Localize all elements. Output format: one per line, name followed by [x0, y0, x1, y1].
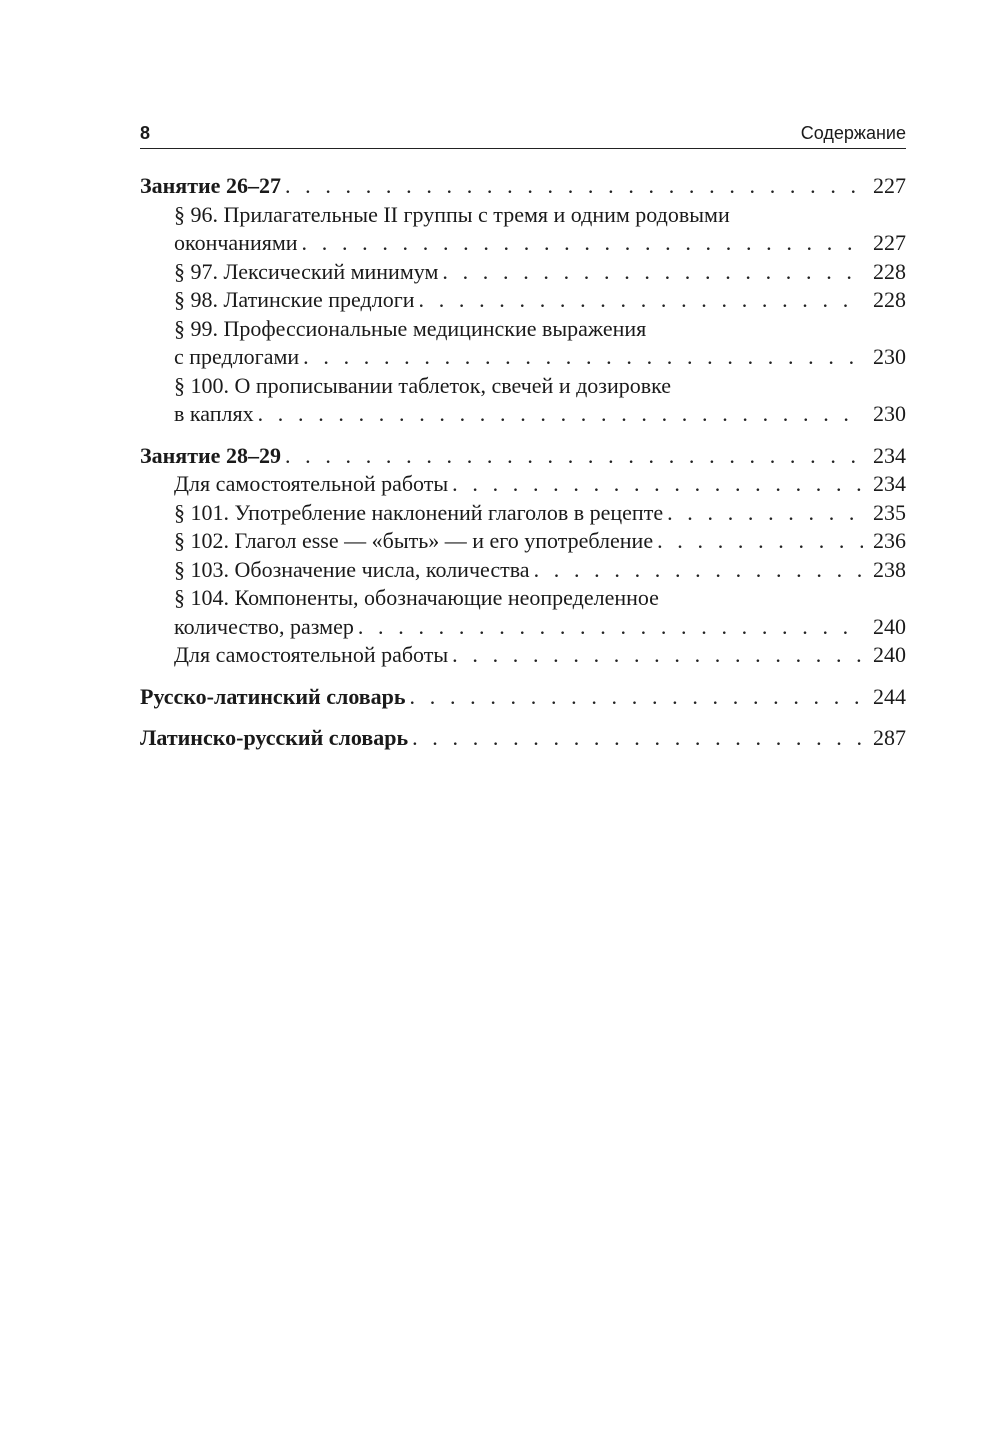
- toc-entry-title: § 97. Лексический минимум: [174, 258, 439, 284]
- toc-entry-title: Для самостоятельной работы: [174, 471, 449, 496]
- toc-section-entry: [140, 315, 906, 372]
- toc-page-number: 236: [873, 528, 906, 553]
- page-number: 8: [140, 123, 151, 143]
- toc-section-entry: [140, 527, 906, 556]
- toc-page-number: 235: [873, 499, 906, 525]
- toc-entry-title: § 103. Обозначение числа, количества: [174, 556, 530, 582]
- dot-leader: [448, 470, 863, 499]
- toc-entry-leader-line: [174, 613, 906, 642]
- toc-entry-leader-line: [174, 229, 906, 258]
- toc-entry-title: Латинско-русский словарь: [140, 725, 409, 750]
- toc-section-entry: [140, 499, 906, 528]
- toc-page-number: 234: [873, 471, 906, 496]
- toc-entry-title: § 98. Латинские предлоги: [174, 287, 415, 312]
- toc-entry-title: Русско-латинский словарь: [140, 683, 406, 709]
- toc-page-number: 230: [873, 344, 906, 369]
- toc-entry-leader-line: [140, 442, 906, 471]
- toc-chapter-entry: [140, 442, 906, 471]
- toc-entry-leader-line: [174, 470, 906, 499]
- toc-chapter-entry: [140, 683, 906, 712]
- dot-leader: [406, 683, 863, 712]
- toc-entry-leader-line: [174, 527, 906, 556]
- toc-entry-title-line: § 104. Компоненты, обозначающие неопределенное: [174, 585, 659, 610]
- dot-leader: [415, 286, 864, 315]
- dot-leader: [281, 442, 863, 471]
- toc-entry-title-line: § 100. О прописывании таблеток, свечей и дозировке: [174, 372, 672, 398]
- dot-leader: [281, 172, 863, 201]
- toc-section-entry: [140, 470, 906, 499]
- table-of-contents: [140, 172, 906, 753]
- toc-section-entry: [140, 201, 906, 258]
- toc-page-number: 230: [873, 401, 906, 426]
- toc-page-number: 287: [873, 725, 906, 750]
- toc-entry-leader-line: [174, 343, 906, 372]
- toc-entry-title-line: § 96. Прилагательные II группы с тремя и одним родовыми: [174, 201, 730, 227]
- toc-chapter-entry: [140, 172, 906, 201]
- toc-page-number: 240: [873, 613, 906, 639]
- toc-entry-leader-line: [140, 683, 906, 712]
- toc-section-entry: [140, 372, 906, 429]
- toc-entry-title: Занятие 26–27: [140, 173, 281, 198]
- dot-leader: [448, 641, 863, 670]
- toc-entry-title: § 101. Употребление наклонений глаголов в рецепте: [174, 499, 664, 525]
- section-title: Содержание: [800, 123, 906, 143]
- toc-page-number: 238: [873, 556, 906, 582]
- toc-entry-leader-line: [174, 556, 906, 585]
- toc-section-entry: [140, 286, 906, 315]
- toc-entry-leader-line: [174, 499, 906, 528]
- toc-page-number: 244: [873, 683, 906, 709]
- toc-entry-title: Для самостоятельной работы: [174, 642, 449, 667]
- toc-entry-leader-line: [140, 172, 906, 201]
- toc-entry-leader-line: [174, 400, 906, 429]
- toc-section-entry: [140, 584, 906, 641]
- toc-entry-title: в каплях: [174, 401, 254, 426]
- toc-entry-title: § 102. Глагол esse — «быть» — и его употребление: [174, 528, 654, 553]
- toc-page-number: 228: [873, 287, 906, 312]
- toc-entry-title: Занятие 28–29: [140, 442, 281, 468]
- toc-page-number: 228: [873, 258, 906, 284]
- dot-leader: [298, 229, 863, 258]
- dot-leader: [354, 613, 863, 642]
- dot-leader: [663, 499, 863, 528]
- toc-entry-title: количество, размер: [174, 613, 354, 639]
- toc-page-number: 227: [873, 173, 906, 198]
- running-head: [140, 118, 906, 149]
- toc-entry-title: с предлогами: [174, 344, 300, 369]
- toc-entry-leader-line: [174, 286, 906, 315]
- toc-entry-leader-line: [174, 641, 906, 670]
- toc-entry-leader-line: [174, 258, 906, 287]
- dot-leader: [408, 724, 863, 753]
- toc-chapter-entry: [140, 724, 906, 753]
- toc-section-entry: [140, 641, 906, 670]
- toc-page-number: 240: [873, 642, 906, 667]
- dot-leader: [530, 556, 863, 585]
- toc-entry-leader-line: [140, 724, 906, 753]
- toc-page-number: 227: [873, 230, 906, 255]
- dot-leader: [254, 400, 863, 429]
- toc-entry-title-line: § 99. Профессиональные медицинские выражения: [174, 315, 647, 341]
- dot-leader: [438, 258, 863, 287]
- toc-section-entry: [140, 556, 906, 585]
- dot-leader: [299, 343, 863, 372]
- toc-page-number: 234: [873, 442, 906, 468]
- toc-entry-title: окончаниями: [174, 230, 298, 255]
- toc-section-entry: [140, 258, 906, 287]
- dot-leader: [653, 527, 863, 556]
